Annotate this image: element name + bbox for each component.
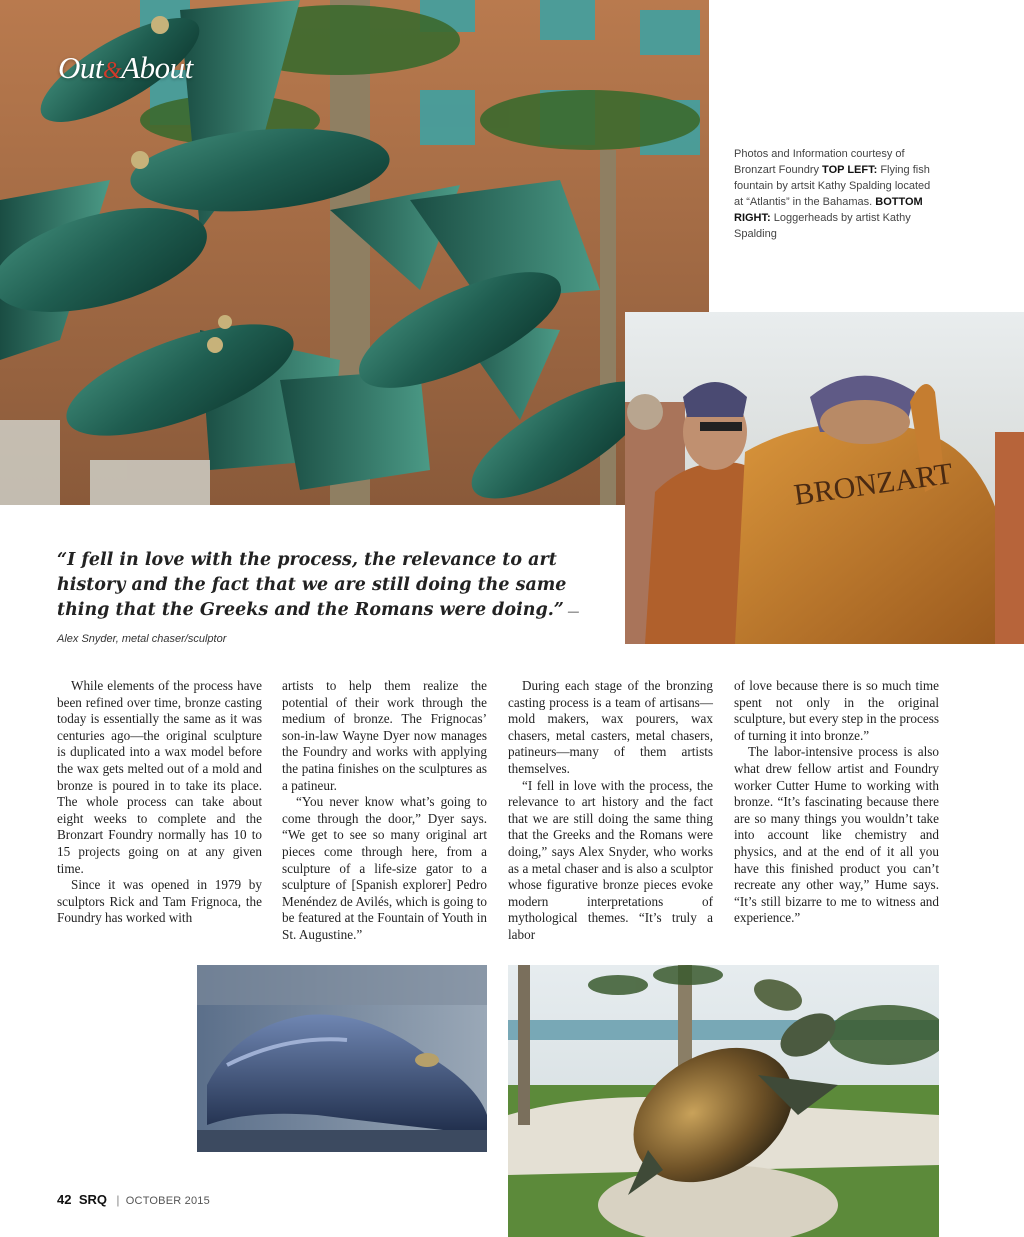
jacket-lettering: BRONZART	[791, 456, 955, 512]
page-folio	[57, 1192, 210, 1207]
caption-top-left-text: Flying fish fountain by artsit Kathy Spalding located at “Atlantis” in the Bahamas.	[734, 164, 931, 208]
page-number: 42	[57, 1192, 72, 1207]
foundry-workers-photo	[625, 312, 1024, 644]
article-paragraph: While elements of the process have been refined over time, bronze casting today is essentially the same as it was centuries ago—the original sculpture is duplicated into a wax model before the wax gets melted out of a mold and bronze is poured in to take its place. The whole process can take about eight weeks to complete and the Bronzart Foundry normally has 10 to 15 projects going on at any given time.	[57, 678, 262, 876]
pull-quote	[57, 548, 597, 652]
pull-quote-text: “I fell in love with the process, the relevance to art history and the fact that we are still doing the same thing that the Greeks and the Romans were doing.”	[57, 550, 567, 620]
article-column-3	[508, 678, 713, 944]
caption-intro: Photos and Information courtesy of Bronzart Foundry	[734, 148, 905, 176]
article-paragraph: “You never know what’s going to come through the door,” Dyer says. “We get to see so many original art pieces come through here, from a sculpture of a life-size gator to a sculpture of [Spanish explorer] Pedro Menéndez de Avilés, which is going to be featured at the Fountain of Youth in St. Augustine.”	[282, 794, 487, 942]
pull-quote-attribution: — Alex Snyder, metal chaser/sculptor	[57, 606, 579, 645]
article-paragraph: During each stage of the bronzing casting process is a team of artisans—mold makers, wax pourers, wax chasers, metal casters, metal chasers, patineurs—many of them artists themselves.	[508, 678, 713, 776]
section-label-about: About	[121, 50, 193, 85]
section-label-out: Out	[58, 50, 103, 85]
caption-bottom-right-label: BOTTOM RIGHT:	[734, 196, 923, 224]
issue-date: OCTOBER 2015	[125, 1195, 210, 1207]
article-paragraph: of love because there is so much time spent not only in the original sculpture, but every step in the process of turning it into bronze.”	[734, 678, 939, 743]
alligator-sculpture-photo	[197, 965, 487, 1152]
article-column-2	[282, 678, 487, 944]
section-label-ampersand: &	[103, 58, 122, 84]
photo-caption	[734, 146, 940, 242]
magazine-name: SRQ	[78, 1192, 107, 1207]
article-paragraph: “I fell in love with the process, the relevance to art history and the fact that we are still doing the same thing that the Greeks and the Romans were doing,” says Alex Snyder, who works as a metal chaser and is also a sculptor whose figurative bronze pieces evoke modern interpretations of mythological themes. “It’s truly a labor	[508, 777, 713, 942]
section-label	[58, 50, 193, 86]
article-column-1	[57, 678, 262, 927]
article-paragraph: The labor-intensive process is also what drew fellow artist and Foundry worker Cutter Hume to working with bronze. “It’s fascinating because there are so many things you wouldn’t take into account like chemistry and physics, and at the end of it all you have this finished product you can’t recreate any other way,” Hume says. “It’s still bizarre to me to witness and experience.”	[734, 744, 939, 926]
folio-separator: |	[116, 1193, 120, 1207]
caption-bottom-right-text: Loggerheads by artist Kathy Spalding	[734, 212, 911, 240]
loggerhead-turtle-sculpture-photo	[508, 965, 939, 1237]
caption-top-left-label: TOP LEFT:	[822, 164, 878, 176]
article-paragraph: Since it was opened in 1979 by sculptors Rick and Tam Frignoca, the Foundry has worked with	[57, 877, 262, 926]
article-paragraph: artists to help them realize the potential of their work through the medium of bronze. The Frignocas’ son-in-law Wayne Dyer now manages the Foundry and works with applying the patina finishes on the sculptures as a patineur.	[282, 678, 487, 793]
article-column-4	[734, 678, 939, 927]
